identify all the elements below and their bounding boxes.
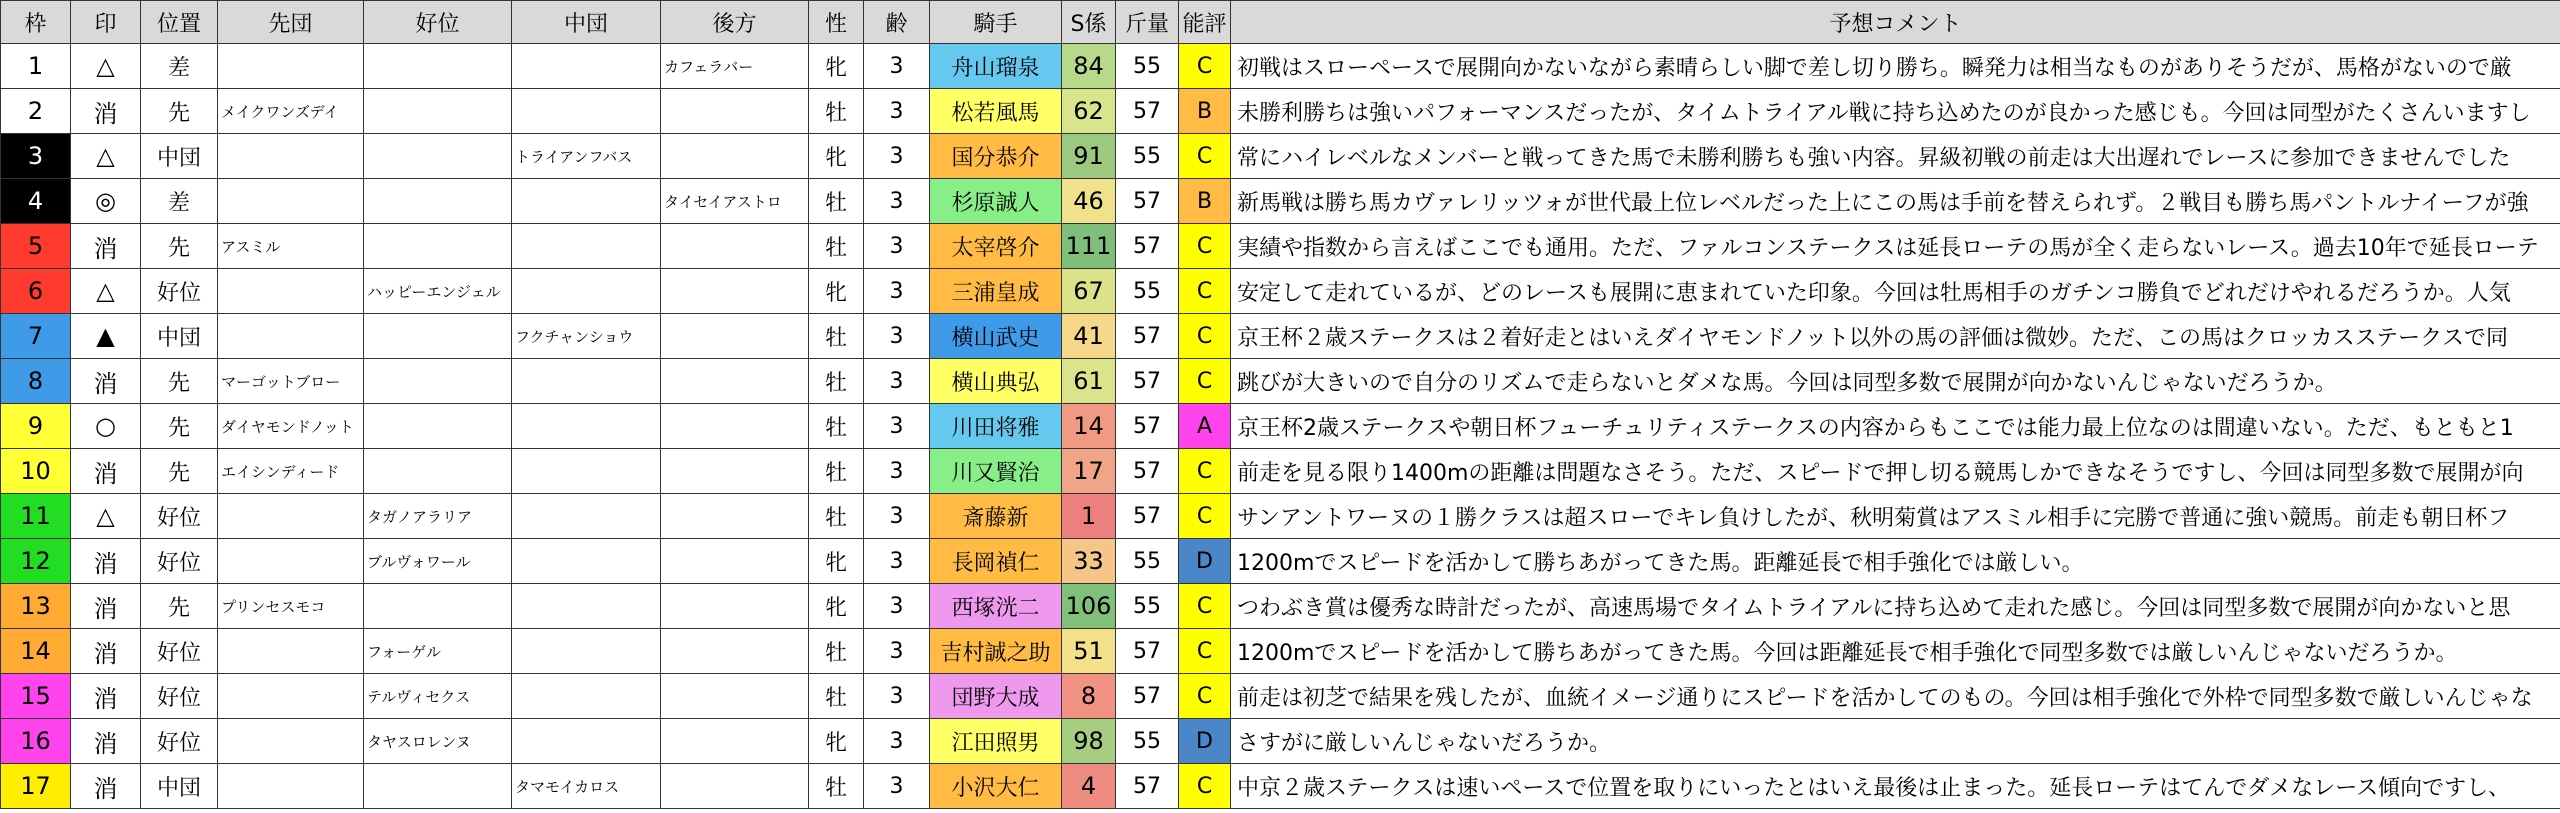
jockey-cell: 団野大成 [930, 674, 1062, 719]
speed-index-cell: 46 [1062, 179, 1116, 224]
mark-cell: ▲ [71, 314, 141, 359]
age-cell: 3 [864, 404, 930, 449]
comment-cell: 初戦はスローペースで展開向かないながら素晴らしい脚で差し切り勝ち。瞬発力は相当なものがありそうだが、馬格がないので厳 [1231, 44, 2560, 89]
comment-cell: 中京２歳ステークスは速いペースで位置を取りにいったとはいえ最後は止まった。延長ローテはてんでダメなレース傾向ですし、 [1231, 764, 2560, 809]
table-row [1, 674, 2560, 719]
waku-cell: 14 [1, 629, 71, 674]
chudan-cell: トライアンフバス [512, 134, 661, 179]
table-row [1, 89, 2560, 134]
koui-cell [364, 449, 512, 494]
rating-cell: B [1179, 179, 1231, 224]
waku-cell: 5 [1, 224, 71, 269]
chudan-cell [512, 179, 661, 224]
waku-cell: 12 [1, 539, 71, 584]
position-cell: 先 [141, 359, 218, 404]
comment-cell: 京王杯２歳ステークスは２着好走とはいえダイヤモンドノット以外の馬の評価は微妙。ただ、この馬はクロッカスステークスで同 [1231, 314, 2560, 359]
kouhou-cell [661, 719, 809, 764]
jockey-cell: 横山武史 [930, 314, 1062, 359]
table-row [1, 449, 2560, 494]
kouhou-cell [661, 449, 809, 494]
comment-cell: つわぶき賞は優秀な時計だったが、高速馬場でタイムトライアルに持ち込めて走れた感じ。今回は同型多数で展開が向かないと思 [1231, 584, 2560, 629]
table-row [1, 629, 2560, 674]
koui-cell [364, 314, 512, 359]
col-sex: 性 [809, 1, 864, 44]
waku-cell: 17 [1, 764, 71, 809]
table-row [1, 134, 2560, 179]
table-row [1, 269, 2560, 314]
speed-index-cell: 8 [1062, 674, 1116, 719]
age-cell: 3 [864, 359, 930, 404]
mark-cell: △ [71, 134, 141, 179]
koui-cell [364, 584, 512, 629]
table-row [1, 494, 2560, 539]
table-row [1, 44, 2560, 89]
table-row [1, 404, 2560, 449]
table-row [1, 224, 2560, 269]
weight-cell: 57 [1116, 404, 1179, 449]
rating-cell: A [1179, 404, 1231, 449]
position-cell: 好位 [141, 629, 218, 674]
chudan-cell [512, 674, 661, 719]
sex-cell: 牡 [809, 404, 864, 449]
jockey-cell: 川又賢治 [930, 449, 1062, 494]
kouhou-cell [661, 629, 809, 674]
jockey-cell: 国分恭介 [930, 134, 1062, 179]
rating-cell: C [1179, 629, 1231, 674]
speed-index-cell: 51 [1062, 629, 1116, 674]
weight-cell: 57 [1116, 674, 1179, 719]
koui-cell: ブルヴォワール [364, 539, 512, 584]
koui-cell [364, 134, 512, 179]
position-cell: 先 [141, 449, 218, 494]
rating-cell: C [1179, 134, 1231, 179]
rating-cell: C [1179, 449, 1231, 494]
col-sendan: 先団 [218, 1, 364, 44]
jockey-cell: 舟山瑠泉 [930, 44, 1062, 89]
age-cell: 3 [864, 584, 930, 629]
comment-cell: サンアントワーヌの１勝クラスは超スローでキレ負けしたが、秋明菊賞はアスミル相手に完勝で普通に強い競馬。前走も朝日杯フ [1231, 494, 2560, 539]
mark-cell: ○ [71, 404, 141, 449]
header-row [1, 1, 2560, 44]
kouhou-cell [661, 584, 809, 629]
kouhou-cell [661, 89, 809, 134]
position-cell: 先 [141, 404, 218, 449]
speed-index-cell: 1 [1062, 494, 1116, 539]
chudan-cell [512, 404, 661, 449]
kouhou-cell [661, 269, 809, 314]
koui-cell [364, 764, 512, 809]
sendan-cell [218, 134, 364, 179]
jockey-cell: 横山典弘 [930, 359, 1062, 404]
sex-cell: 牝 [809, 134, 864, 179]
chudan-cell [512, 44, 661, 89]
position-cell: 好位 [141, 674, 218, 719]
koui-cell [364, 179, 512, 224]
kouhou-cell [661, 134, 809, 179]
weight-cell: 57 [1116, 629, 1179, 674]
col-weight: 斤量 [1116, 1, 1179, 44]
chudan-cell [512, 359, 661, 404]
rating-cell: C [1179, 314, 1231, 359]
position-cell: 差 [141, 179, 218, 224]
rating-cell: C [1179, 764, 1231, 809]
col-rating: 能評 [1179, 1, 1231, 44]
comment-cell: 前走を見る限り1400mの距離は問題なさそう。ただ、スピードで押し切る競馬しかできなそうですし、今回は同型多数で展開が向 [1231, 449, 2560, 494]
kouhou-cell: カフェラバー [661, 44, 809, 89]
kouhou-cell [661, 404, 809, 449]
weight-cell: 57 [1116, 314, 1179, 359]
waku-cell: 6 [1, 269, 71, 314]
comment-cell: 安定して走れているが、どのレースも展開に恵まれていた印象。今回は牡馬相手のガチンコ勝負でどれだけやれるだろうか。人気 [1231, 269, 2560, 314]
rating-cell: C [1179, 674, 1231, 719]
col-position: 位置 [141, 1, 218, 44]
sendan-cell [218, 179, 364, 224]
waku-cell: 9 [1, 404, 71, 449]
chudan-cell [512, 584, 661, 629]
waku-cell: 3 [1, 134, 71, 179]
table-row [1, 584, 2560, 629]
col-waku: 枠 [1, 1, 71, 44]
sendan-cell [218, 764, 364, 809]
chudan-cell: フクチャンショウ [512, 314, 661, 359]
mark-cell: 消 [71, 629, 141, 674]
comment-cell: 1200mでスピードを活かして勝ちあがってきた馬。今回は距離延長で相手強化で同型多数では厳しいんじゃないだろうか。 [1231, 629, 2560, 674]
age-cell: 3 [864, 44, 930, 89]
age-cell: 3 [864, 134, 930, 179]
koui-cell [364, 359, 512, 404]
sendan-cell [218, 539, 364, 584]
age-cell: 3 [864, 449, 930, 494]
sendan-cell: マーゴットブロー [218, 359, 364, 404]
mark-cell: 消 [71, 224, 141, 269]
mark-cell: ◎ [71, 179, 141, 224]
mark-cell: △ [71, 44, 141, 89]
age-cell: 3 [864, 764, 930, 809]
weight-cell: 55 [1116, 539, 1179, 584]
chudan-cell [512, 719, 661, 764]
weight-cell: 55 [1116, 44, 1179, 89]
sex-cell: 牝 [809, 584, 864, 629]
koui-cell [364, 404, 512, 449]
sex-cell: 牝 [809, 539, 864, 584]
jockey-cell: 松若風馬 [930, 89, 1062, 134]
weight-cell: 57 [1116, 494, 1179, 539]
waku-cell: 11 [1, 494, 71, 539]
mark-cell: 消 [71, 719, 141, 764]
age-cell: 3 [864, 89, 930, 134]
sex-cell: 牡 [809, 359, 864, 404]
table-row [1, 719, 2560, 764]
comment-cell: 未勝利勝ちは強いパフォーマンスだったが、タイムトライアル戦に持ち込めたのが良かった感じも。今回は同型がたくさんいますし [1231, 89, 2560, 134]
comment-cell: 新馬戦は勝ち馬カヴァレリッツォが世代最上位レベルだった上にこの馬は手前を替えられず。２戦目も勝ち馬パントルナイーフが強 [1231, 179, 2560, 224]
kouhou-cell [661, 224, 809, 269]
col-speed-index: S係 [1062, 1, 1116, 44]
rating-cell: C [1179, 584, 1231, 629]
jockey-cell: 長岡禎仁 [930, 539, 1062, 584]
position-cell: 先 [141, 584, 218, 629]
speed-index-cell: 62 [1062, 89, 1116, 134]
speed-index-cell: 17 [1062, 449, 1116, 494]
speed-index-cell: 14 [1062, 404, 1116, 449]
chudan-cell: タマモイカロス [512, 764, 661, 809]
mark-cell: 消 [71, 449, 141, 494]
koui-cell: タヤスロレンヌ [364, 719, 512, 764]
weight-cell: 57 [1116, 359, 1179, 404]
col-comment: 予想コメント [1231, 1, 2560, 44]
table-row [1, 314, 2560, 359]
table-row [1, 359, 2560, 404]
weight-cell: 57 [1116, 179, 1179, 224]
comment-cell: 常にハイレベルなメンバーと戦ってきた馬で未勝利勝ちも強い内容。昇級初戦の前走は大出遅れでレースに参加できませんでした [1231, 134, 2560, 179]
mark-cell: 消 [71, 674, 141, 719]
comment-cell: 京王杯2歳ステークスや朝日杯フューチュリティステークスの内容からもここでは能力最上位なのは間違いない。ただ、もともと1 [1231, 404, 2560, 449]
speed-index-cell: 33 [1062, 539, 1116, 584]
weight-cell: 55 [1116, 584, 1179, 629]
sendan-cell [218, 674, 364, 719]
position-cell: 好位 [141, 494, 218, 539]
chudan-cell [512, 224, 661, 269]
jockey-cell: 吉村誠之助 [930, 629, 1062, 674]
position-cell: 中団 [141, 134, 218, 179]
rating-cell: B [1179, 89, 1231, 134]
jockey-cell: 三浦皇成 [930, 269, 1062, 314]
sex-cell: 牝 [809, 44, 864, 89]
speed-index-cell: 98 [1062, 719, 1116, 764]
waku-cell: 7 [1, 314, 71, 359]
comment-cell: 1200mでスピードを活かして勝ちあがってきた馬。距離延長で相手強化では厳しい。 [1231, 539, 2560, 584]
age-cell: 3 [864, 539, 930, 584]
mark-cell: 消 [71, 764, 141, 809]
position-cell: 中団 [141, 314, 218, 359]
jockey-cell: 小沢大仁 [930, 764, 1062, 809]
sex-cell: 牡 [809, 449, 864, 494]
sendan-cell [218, 494, 364, 539]
kouhou-cell [661, 539, 809, 584]
sendan-cell: プリンセスモコ [218, 584, 364, 629]
speed-index-cell: 61 [1062, 359, 1116, 404]
waku-cell: 2 [1, 89, 71, 134]
sex-cell: 牝 [809, 269, 864, 314]
col-jockey: 騎手 [930, 1, 1062, 44]
sendan-cell [218, 269, 364, 314]
sex-cell: 牡 [809, 674, 864, 719]
jockey-cell: 江田照男 [930, 719, 1062, 764]
sendan-cell: エイシンディード [218, 449, 364, 494]
age-cell: 3 [864, 179, 930, 224]
table-row [1, 539, 2560, 584]
mark-cell: △ [71, 269, 141, 314]
kouhou-cell [661, 314, 809, 359]
kouhou-cell: タイセイアストロ [661, 179, 809, 224]
age-cell: 3 [864, 494, 930, 539]
weight-cell: 57 [1116, 764, 1179, 809]
koui-cell: ハッピーエンジェル [364, 269, 512, 314]
sendan-cell: ダイヤモンドノット [218, 404, 364, 449]
col-kouhou: 後方 [661, 1, 809, 44]
mark-cell: 消 [71, 539, 141, 584]
age-cell: 3 [864, 719, 930, 764]
chudan-cell [512, 494, 661, 539]
mark-cell: 消 [71, 359, 141, 404]
sendan-cell: アスミル [218, 224, 364, 269]
sendan-cell: メイクワンズデイ [218, 89, 364, 134]
kouhou-cell [661, 494, 809, 539]
weight-cell: 57 [1116, 89, 1179, 134]
kouhou-cell [661, 764, 809, 809]
weight-cell: 55 [1116, 269, 1179, 314]
chudan-cell [512, 89, 661, 134]
rating-cell: C [1179, 44, 1231, 89]
speed-index-cell: 91 [1062, 134, 1116, 179]
age-cell: 3 [864, 224, 930, 269]
rating-cell: C [1179, 269, 1231, 314]
weight-cell: 55 [1116, 719, 1179, 764]
comment-cell: 実績や指数から言えばここでも通用。ただ、ファルコンステークスは延長ローテの馬が全く走らないレース。過去10年で延長ローテ [1231, 224, 2560, 269]
col-mark: 印 [71, 1, 141, 44]
jockey-cell: 斎藤新 [930, 494, 1062, 539]
age-cell: 3 [864, 629, 930, 674]
kouhou-cell [661, 674, 809, 719]
waku-cell: 8 [1, 359, 71, 404]
waku-cell: 13 [1, 584, 71, 629]
rating-cell: D [1179, 719, 1231, 764]
mark-cell: 消 [71, 584, 141, 629]
waku-cell: 15 [1, 674, 71, 719]
rating-cell: C [1179, 359, 1231, 404]
speed-index-cell: 67 [1062, 269, 1116, 314]
jockey-cell: 川田将雅 [930, 404, 1062, 449]
koui-cell [364, 89, 512, 134]
col-chudan: 中団 [512, 1, 661, 44]
chudan-cell [512, 539, 661, 584]
chudan-cell [512, 629, 661, 674]
jockey-cell: 西塚洸二 [930, 584, 1062, 629]
comment-cell: 跳びが大きいので自分のリズムで走らないとダメな馬。今回は同型多数で展開が向かないんじゃないだろうか。 [1231, 359, 2560, 404]
sex-cell: 牡 [809, 629, 864, 674]
age-cell: 3 [864, 314, 930, 359]
sex-cell: 牡 [809, 224, 864, 269]
sendan-cell [218, 719, 364, 764]
table-row [1, 179, 2560, 224]
rating-cell: D [1179, 539, 1231, 584]
mark-cell: 消 [71, 89, 141, 134]
col-koui: 好位 [364, 1, 512, 44]
rating-cell: C [1179, 224, 1231, 269]
waku-cell: 4 [1, 179, 71, 224]
sex-cell: 牡 [809, 314, 864, 359]
speed-index-cell: 4 [1062, 764, 1116, 809]
comment-cell: さすがに厳しいんじゃないだろうか。 [1231, 719, 2560, 764]
chudan-cell [512, 449, 661, 494]
speed-index-cell: 111 [1062, 224, 1116, 269]
rating-cell: C [1179, 494, 1231, 539]
position-cell: 先 [141, 224, 218, 269]
chudan-cell [512, 269, 661, 314]
sex-cell: 牡 [809, 764, 864, 809]
age-cell: 3 [864, 269, 930, 314]
table-row [1, 764, 2560, 809]
waku-cell: 10 [1, 449, 71, 494]
col-age: 齢 [864, 1, 930, 44]
speed-index-cell: 106 [1062, 584, 1116, 629]
koui-cell [364, 44, 512, 89]
kouhou-cell [661, 359, 809, 404]
sex-cell: 牝 [809, 719, 864, 764]
koui-cell: フォーゲル [364, 629, 512, 674]
age-cell: 3 [864, 674, 930, 719]
mark-cell: △ [71, 494, 141, 539]
position-cell: 好位 [141, 539, 218, 584]
sendan-cell [218, 314, 364, 359]
koui-cell: タガノアラリア [364, 494, 512, 539]
position-cell: 好位 [141, 719, 218, 764]
jockey-cell: 杉原誠人 [930, 179, 1062, 224]
koui-cell: テルヴィセクス [364, 674, 512, 719]
weight-cell: 57 [1116, 224, 1179, 269]
position-cell: 先 [141, 89, 218, 134]
waku-cell: 16 [1, 719, 71, 764]
weight-cell: 55 [1116, 134, 1179, 179]
position-cell: 好位 [141, 269, 218, 314]
speed-index-cell: 84 [1062, 44, 1116, 89]
waku-cell: 1 [1, 44, 71, 89]
position-cell: 差 [141, 44, 218, 89]
jockey-cell: 太宰啓介 [930, 224, 1062, 269]
position-cell: 中団 [141, 764, 218, 809]
weight-cell: 57 [1116, 449, 1179, 494]
sex-cell: 牡 [809, 89, 864, 134]
sendan-cell [218, 629, 364, 674]
koui-cell [364, 224, 512, 269]
comment-cell: 前走は初芝で結果を残したが、血統イメージ通りにスピードを活かしてのもの。今回は相手強化で外枠で同型多数で厳しいんじゃな [1231, 674, 2560, 719]
sex-cell: 牡 [809, 179, 864, 224]
sex-cell: 牡 [809, 494, 864, 539]
speed-index-cell: 41 [1062, 314, 1116, 359]
sendan-cell [218, 44, 364, 89]
